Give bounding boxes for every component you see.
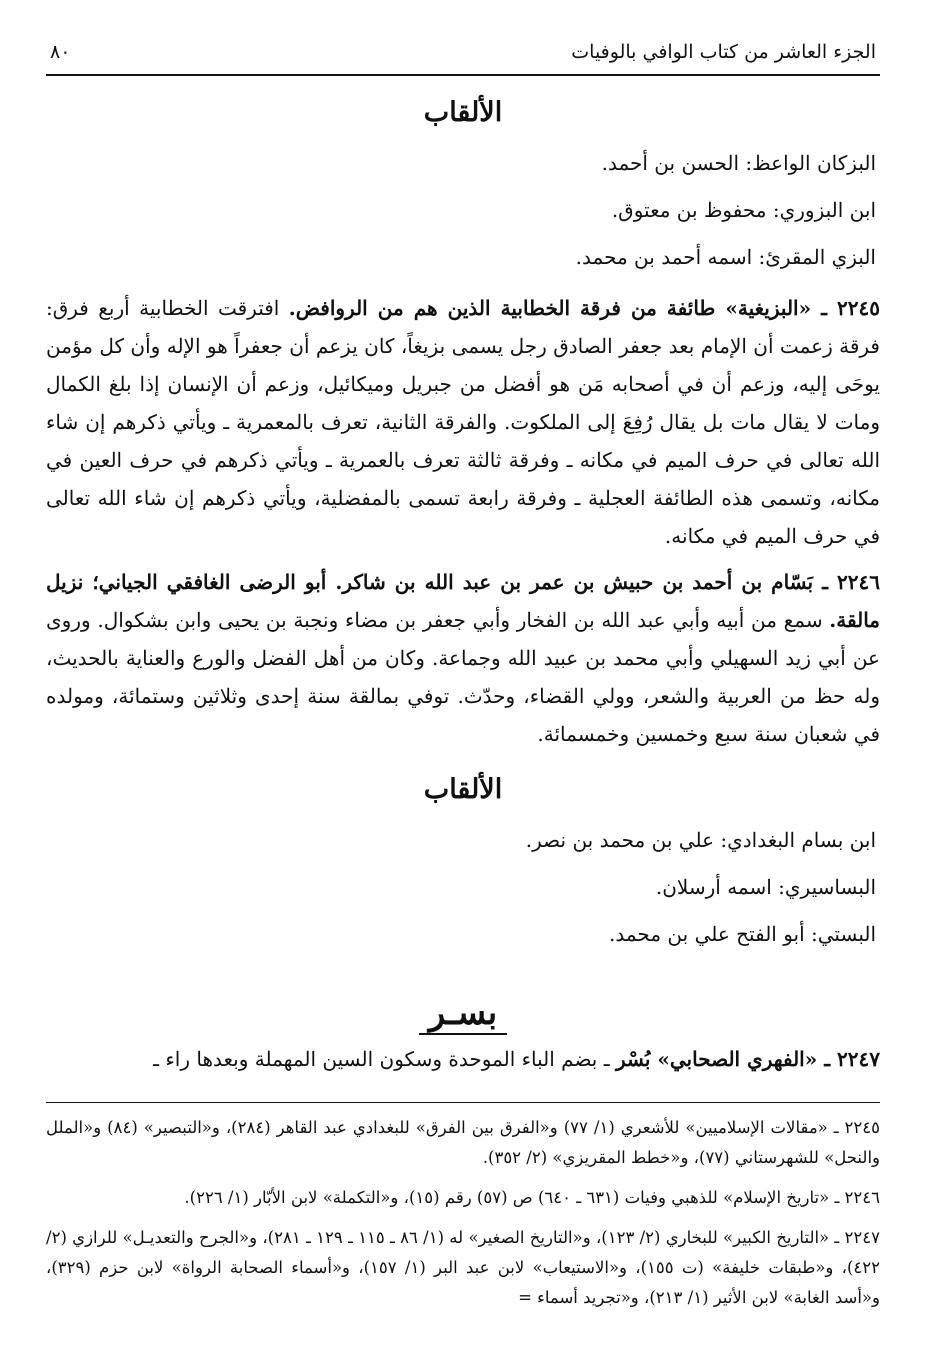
footnotes: [46, 1113, 880, 1313]
laqab-item: البزكان الواعظ: الحسن بن أحمد.: [601, 151, 876, 175]
bsr-title-text: بسـر: [419, 993, 508, 1035]
laqab-item: ابن البزوري: محفوظ بن معتوق.: [611, 198, 876, 222]
laqab-item: ابن بسام البغدادي: علي بن محمد بن نصر.: [525, 828, 876, 852]
entry-2247: [46, 1040, 880, 1078]
footnote-2247: ٢٢٤٧ ـ «التاريخ الكبير» للبخاري (٢/ ١٢٣)، و«التاريخ الصغير» له (١/ ٨٦ ـ ١١٥ ـ ١٢٩ ـ ٢٨١)، و«الجرح والتعديـل» للرازي (٢/ ٤٢٢)، و«طبقات خليفة» (ت ١٥٥)، و«الاستيعاب» لابن عبد البر (١/ ١٥٧)، و«أسماء الصحابة الرواة» لابن حزم (٣٢٩)، و«أسد الغابة» لابن الأثير (١/ ٢١٣)، و«تجريد أسماء =: [46, 1228, 881, 1307]
laqab-item: البستي: أبو الفتح علي بن محمد.: [609, 922, 876, 946]
entry-2245-text: افترقت الخطابية أربع فرق: فرقة زعمت أن الإمام بعد جعفر الصادق رجل يسمى بزيغاً، كان يزعم أن جعفراً هو الإله وأن كل مؤمن يوحَى إليه، وزعم أن في أصحابه مَن هو أفضل من جبريل وميكائيل، وزعم أن الإنسان إذا بلغ الكمال ومات لا يقال مات بل يقال رُفِعَ إلى الملكوت. والفرقة الثانية، تعرف بالمعمرية ـ ويأتي ذكرهم إن شاء الله تعالى في حرف الميم في مكانه ـ وفرقة ثالثة تعرف بالعمرية ـ ويأتي ذكرهم في حرف العين في مكانه، وتسمى هذه الطائفة العجلية ـ وفرقة رابعة تسمى بالمفضلية، ويأتي ذكرهم إن شاء الله تعالى في حرف الميم في مكانه.: [46, 296, 880, 548]
running-title: الجزء العاشر من كتاب الوافي بالوفيات: [571, 41, 876, 63]
entry-2245: [46, 289, 880, 555]
page-number: ٨٠: [50, 41, 71, 63]
alqab-list-2: [46, 817, 880, 958]
page-header: [46, 38, 880, 76]
footnote-separator: [46, 1102, 880, 1103]
entry-2246-text: سمع من أبيه وأبي عبد الله بن الفخار وأبي جعفر بن مضاء ونجبة بن يحيى وابن بشكوال. وروى عن أبي زيد السهيلي وأبي محمد بن عبيد الله وجماعة. وكان من أهل الفضل والورع والعناية بالحديث، وله حظ من العربية والشعر، وولي القضاء، وحدّث. توفي بمالقة سنة إحدى وثلاثين وستمائة، ومولده في شعبان سنة سبع وخمسين وخمسمائة.: [46, 608, 880, 746]
entry-2247-lead: ٢٢٤٧ ـ «الفهري الصحابي» بُسْر: [615, 1047, 880, 1071]
footnote-2246: ٢٢٤٦ ـ «تاريخ الإسلام» للذهبي وفيات (٦٣١ ـ ٦٤٠) ص (٥٧) رقم (١٥)، و«التكملة» لابن الأبّار (١/ ٢٢٦).: [184, 1188, 880, 1207]
entry-2246: [46, 563, 880, 753]
section-heading-bsr: [46, 994, 880, 1032]
section-heading-alqab-1: الألقاب: [423, 97, 503, 128]
entry-2245-lead: ٢٢٤٥ ـ «البزيغية» طائفة من فرقة الخطابية الذين هم من الروافض.: [288, 296, 880, 320]
alqab-list-1: [46, 140, 880, 281]
footnote-2245: ٢٢٤٥ ـ «مقالات الإسلاميين» للأشعري (١/ ٧٧) و«الفرق بين الفرق» للبغدادي عبد القاهر (٢٨٤)، و«التبصير» (٨٤) و«الملل والنحل» للشهرستاني (٧٧)، و«خطط المقريزي» (٢/ ٣٥٢).: [46, 1118, 880, 1167]
laqab-item: البزي المقرئ: اسمه أحمد بن محمد.: [575, 245, 876, 269]
section-heading-alqab-2: الألقاب: [423, 774, 503, 805]
entry-2246-lead: ٢٢٤٦ ـ بَسّام بن أحمد بن حبيش بن عمر بن عبد الله بن شاكر. أبو الرضى الغافقي الجياني؛ نزيل مالقة.: [46, 570, 880, 632]
laqab-item: البساسيري: اسمه أرسلان.: [655, 875, 876, 899]
entry-2247-text: ـ بضم الباء الموحدة وسكون السين المهملة وبعدها راء ـ: [153, 1047, 616, 1071]
